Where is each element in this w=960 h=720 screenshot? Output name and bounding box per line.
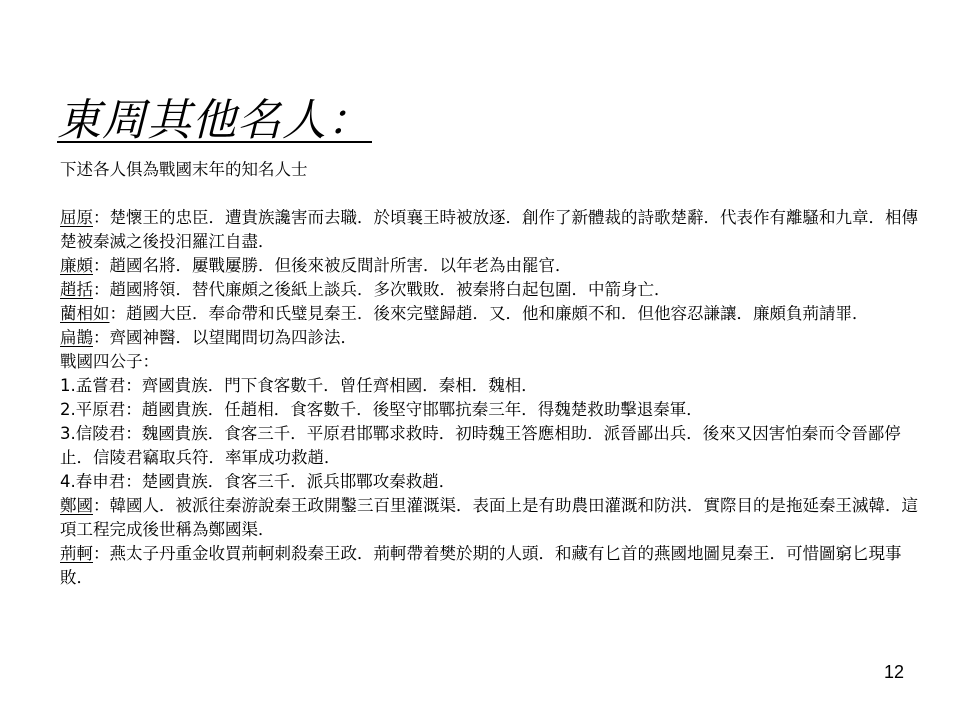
four-lords-heading: 戰國四公子： (60, 352, 159, 371)
lord-item-xinling: 3.信陵君：魏國貴族．食客三千．平原君邯鄲求救時．初時魏王答應相助．派晉鄙出兵．後來又因害怕秦而令晉鄙停止．信陵君竊取兵符．率軍成功救趙． (60, 424, 901, 467)
entry-text: ：燕太子丹重金收買荊軻刺殺秦王政．荊軻帶着樊於期的人頭．和藏有匕首的燕國地圖見秦王．可惜圖窮匕現事敗． (60, 544, 902, 587)
lord-item-chunshen: 4.春申君：楚國貴族．食客三千．派兵邯鄲攻秦救趙． (60, 472, 456, 491)
slide-body (60, 158, 920, 590)
entry-jing-ke (60, 542, 920, 590)
intro-text: 下述各人俱為戰國末年的知名人士 (60, 160, 308, 179)
entry-name: 扁鵲 (60, 328, 93, 347)
entry-zheng-guo (60, 494, 920, 542)
entry-lian-po (60, 254, 920, 278)
entry-name: 廉頗 (60, 256, 93, 275)
entry-qu-yuan (60, 206, 920, 254)
entry-text: ：楚懷王的忠臣．遭貴族讒害而去職．於頃襄王時被放逐．創作了新體裁的詩歌楚辭．代表作有離騷和九章．相傳楚被秦滅之後投汨羅江自盡． (60, 208, 918, 251)
entry-lin-xiangru (60, 302, 920, 326)
entry-name: 荊軻 (60, 544, 93, 563)
entry-bian-que (60, 326, 920, 350)
entry-zhao-kuo (60, 278, 920, 302)
entry-name: 鄭國 (60, 496, 93, 515)
entry-text: ：趙國將領．替代廉頗之後紙上談兵．多次戰敗．被秦將白起包圍．中箭身亡． (93, 280, 671, 299)
lord-item-pingyuan: 2.平原君：趙國貴族．任趙相．食客數千．後堅守邯鄲抗秦三年．得魏楚救助擊退秦軍． (60, 400, 703, 419)
page-number: 12 (884, 662, 905, 682)
entry-text: ：趙國名將．屢戰屢勝．但後來被反間計所害．以年老為由罷官． (93, 256, 572, 275)
blank-line (60, 182, 920, 206)
entry-name: 屈原 (60, 208, 93, 227)
slide-title: 東周其他名人： (57, 95, 372, 146)
lord-item-mengchang: 1.孟嘗君：齊國貴族．門下食客數千．曾任齊相國．秦相．魏相． (60, 376, 538, 395)
entry-text: ：趙國大臣．奉命帶和氏璧見秦王．後來完璧歸趙．又．他和廉頗不和．但他容忍謙讓．廉頗負荊請罪． (109, 304, 869, 323)
entry-text: ：韓國人．被派往秦游說秦王政開鑿三百里灌溉渠．表面上是有助農田灌溉和防洪．實際目的是拖延秦王滅韓．這項工程完成後世稱為鄭國渠． (60, 496, 918, 539)
entry-name: 藺相如 (60, 304, 110, 323)
entry-text: ：齊國神醫．以望聞問切為四診法． (93, 328, 357, 347)
entry-name: 趙括 (60, 280, 93, 299)
